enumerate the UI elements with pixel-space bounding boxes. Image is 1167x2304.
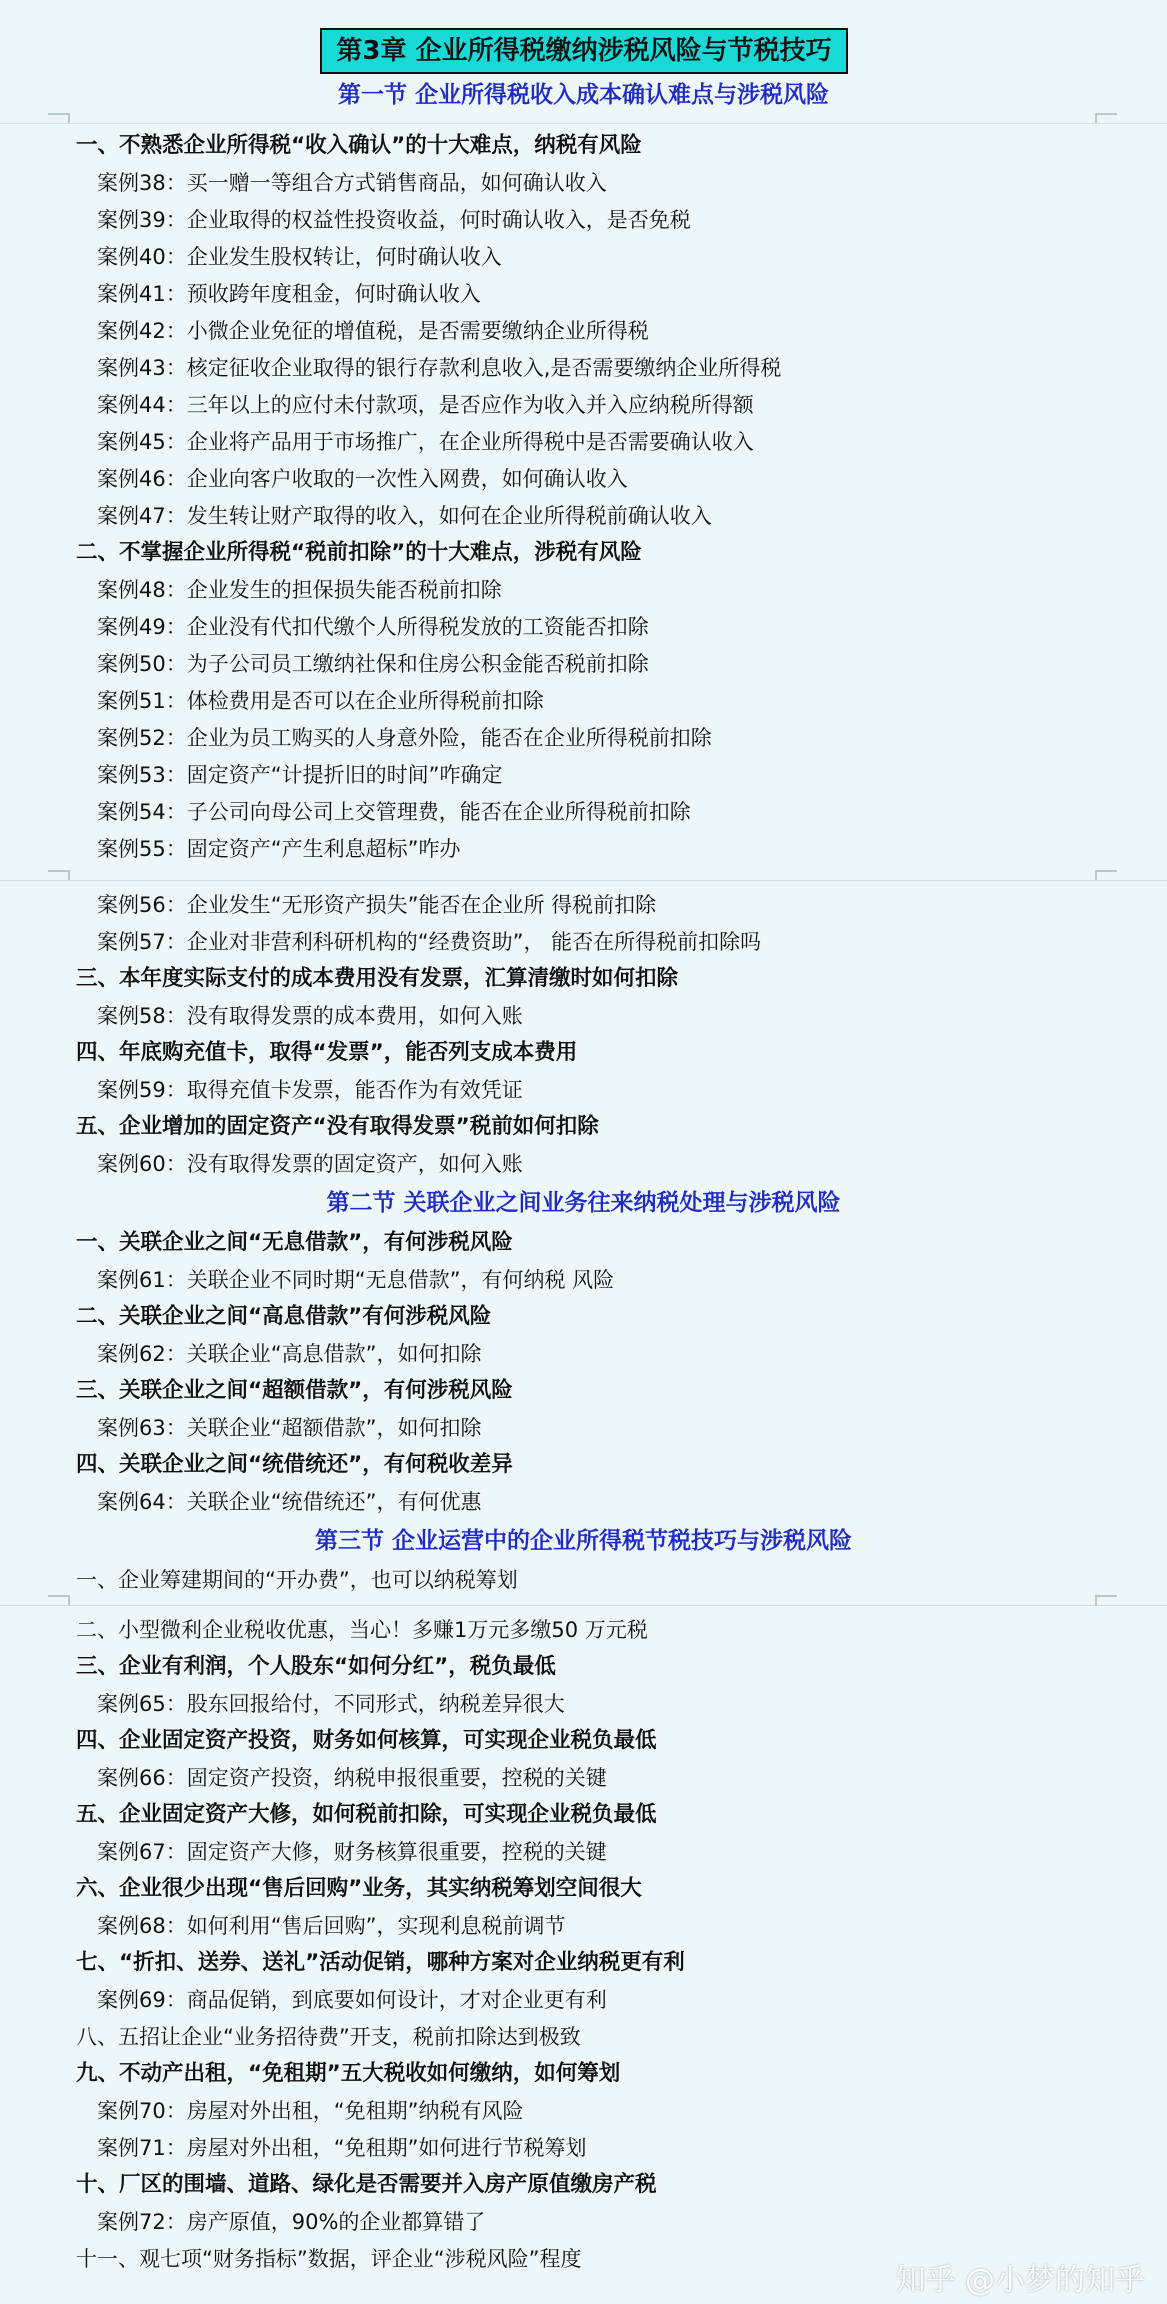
case-item: 案例40：企业发生股权转让，何时确认收入 (97, 245, 502, 269)
case-item: 案例71：房屋对外出租，“免租期”如何进行节税筹划 (97, 2136, 587, 2160)
case-item: 案例46：企业向客户收取的一次性入网费，如何确认收入 (97, 467, 628, 491)
topic-heading: 三、关联企业之间“超额借款”，有何涉税风险 (76, 1378, 513, 1403)
case-item: 案例49：企业没有代扣代缴个人所得税发放的工资能否扣除 (97, 615, 649, 639)
case-item: 案例42：小微企业免征的增值税，是否需要缴纳企业所得税 (97, 319, 649, 343)
case-item: 案例62：关联企业“高息借款”，如何扣除 (97, 1342, 482, 1366)
case-item: 案例48：企业发生的担保损失能否税前扣除 (97, 578, 502, 602)
case-item: 案例57：企业对非营利科研机构的“经费资助”， 能否在所得税前扣除吗 (97, 930, 762, 954)
topic-heading: 四、年底购充值卡，取得“发票”，能否列支成本费用 (76, 1040, 578, 1065)
case-item: 案例72：房产原值，90%的企业都算错了 (97, 2210, 486, 2234)
section-title: 第一节 企业所得税收入成本确认难点与涉税风险 (337, 82, 829, 108)
case-item: 案例65：股东回报给付，不同形式，纳税差异很大 (97, 1692, 565, 1716)
topic-heading: 一、关联企业之间“无息借款”，有何涉税风险 (76, 1230, 513, 1255)
case-item: 案例53：固定资产“计提折旧的时间”咋确定 (97, 763, 503, 787)
case-item: 案例45：企业将产品用于市场推广，在企业所得税中是否需要确认收入 (97, 430, 754, 454)
case-item: 案例70：房屋对外出租，“免租期”纳税有风险 (97, 2099, 524, 2123)
topic-heading: 十一、观七项“财务指标”数据，评企业“涉税风险”程度 (76, 2247, 582, 2271)
case-item: 案例50：为子公司员工缴纳社保和住房公积金能否税前扣除 (97, 652, 649, 676)
case-item: 案例66：固定资产投资，纳税申报很重要，控税的关键 (97, 1766, 607, 1790)
case-item: 案例47：发生转让财产取得的收入，如何在企业所得税前确认收入 (97, 504, 712, 528)
case-item: 案例59：取得充值卡发票，能否作为有效凭证 (97, 1078, 523, 1102)
topic-heading: 二、不掌握企业所得税“税前扣除”的十大难点，涉税有风险 (76, 540, 642, 565)
case-item: 案例54：子公司向母公司上交管理费，能否在企业所得税前扣除 (97, 800, 691, 824)
topic-heading: 一、不熟悉企业所得税“收入确认”的十大难点，纳税有风险 (76, 133, 642, 158)
case-item: 案例39：企业取得的权益性投资收益，何时确认收入，是否免税 (97, 208, 691, 232)
section-title: 第三节 企业运营中的企业所得税节税技巧与涉税风险 (314, 1528, 852, 1554)
topic-heading: 三、本年度实际支付的成本费用没有发票，汇算清缴时如何扣除 (76, 966, 679, 991)
page-break-line (0, 880, 1167, 881)
section-title: 第二节 关联企业之间业务往来纳税处理与涉税风险 (326, 1190, 841, 1216)
case-item: 案例64：关联企业“统借统还”，有何优惠 (97, 1490, 482, 1514)
topic-heading: 四、关联企业之间“统借统还”，有何税收差异 (76, 1452, 513, 1477)
case-item: 案例38：买一赠一等组合方式销售商品，如何确认收入 (97, 171, 607, 195)
topic-heading: 二、关联企业之间“高息借款”有何涉税风险 (76, 1304, 492, 1329)
case-item: 案例52：企业为员工购买的人身意外险，能否在企业所得税前扣除 (97, 726, 712, 750)
topic-heading: 五、企业增加的固定资产“没有取得发票”税前如何扣除 (76, 1114, 599, 1139)
topic-heading: 三、企业有利润，个人股东“如何分红”，税负最低 (76, 1654, 556, 1679)
topic-heading: 四、企业固定资产投资，财务如何核算，可实现企业税负最低 (76, 1728, 657, 1753)
case-item: 案例67：固定资产大修，财务核算很重要，控税的关键 (97, 1840, 607, 1864)
topic-heading: 五、企业固定资产大修，如何税前扣除，可实现企业税负最低 (76, 1802, 657, 1827)
case-item: 案例60：没有取得发票的固定资产，如何入账 (97, 1152, 523, 1176)
case-item: 案例69：商品促销，到底要如何设计，才对企业更有利 (97, 1988, 607, 2012)
page-corner-mark (1095, 113, 1117, 123)
case-item: 案例44：三年以上的应付未付款项，是否应作为收入并入应纳税所得额 (97, 393, 754, 417)
topic-heading: 九、不动产出租，“免租期”五大税收如何缴纳，如何筹划 (76, 2061, 621, 2086)
page-corner-mark (1095, 870, 1117, 880)
topic-heading: 七、“折扣、送券、送礼”活动促销，哪种方案对企业纳税更有利 (76, 1950, 685, 1975)
case-item: 案例43：核定征收企业取得的银行存款利息收入,是否需要缴纳企业所得税 (97, 356, 782, 380)
topic-heading: 一、企业筹建期间的“开办费”，也可以纳税筹划 (76, 1568, 518, 1592)
page-break-line (0, 1605, 1167, 1606)
case-item: 案例63：关联企业“超额借款”，如何扣除 (97, 1416, 482, 1440)
page-corner-mark (1095, 1595, 1117, 1605)
case-item: 案例55：固定资产“产生利息超标”咋办 (97, 837, 461, 861)
case-item: 案例58：没有取得发票的成本费用，如何入账 (97, 1004, 523, 1028)
page-corner-mark (48, 1595, 70, 1605)
page-corner-mark (48, 870, 70, 880)
topic-heading: 十、厂区的围墙、道路、绿化是否需要并入房产原值缴房产税 (76, 2172, 657, 2197)
case-item: 案例61：关联企业不同时期“无息借款”，有何纳税 风险 (97, 1268, 615, 1292)
topic-heading: 二、小型微利企业税收优惠，当心！多赚1万元多缴50 万元税 (76, 1618, 648, 1642)
chapter-title: 第3章 企业所得税缴纳涉税风险与节税技巧 (320, 28, 848, 74)
case-item: 案例51：体检费用是否可以在企业所得税前扣除 (97, 689, 544, 713)
case-item: 案例56：企业发生“无形资产损失”能否在企业所 得税前扣除 (97, 893, 657, 917)
case-item: 案例41：预收跨年度租金，何时确认收入 (97, 282, 481, 306)
topic-heading: 六、企业很少出现“售后回购”业务，其实纳税筹划空间很大 (76, 1876, 642, 1901)
topic-heading: 八、五招让企业“业务招待费”开支，税前扣除达到极致 (76, 2025, 581, 2049)
case-item: 案例68：如何利用“售后回购”，实现利息税前调节 (97, 1914, 566, 1938)
page-corner-mark (48, 113, 70, 123)
watermark: 知乎 @小梦的知乎 (895, 2263, 1145, 2298)
page-break-line (0, 123, 1167, 124)
